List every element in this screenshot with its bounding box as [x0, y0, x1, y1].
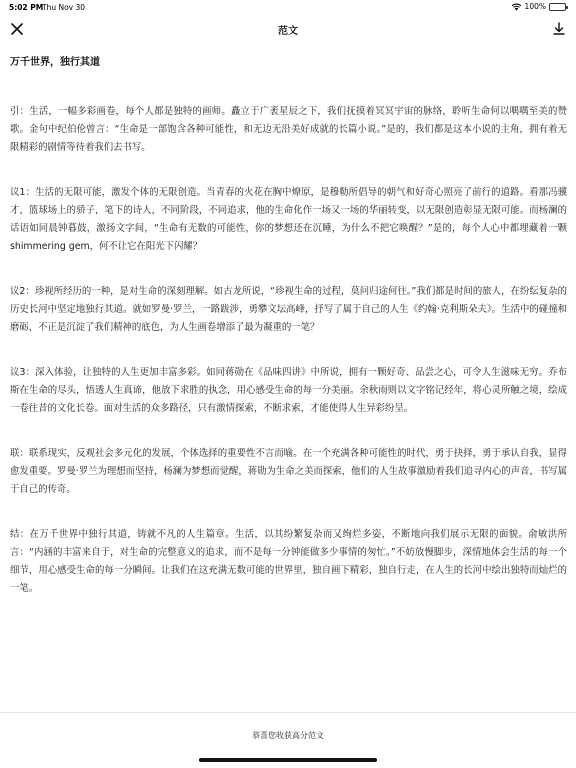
page-title: 范文	[278, 26, 298, 37]
download-icon	[550, 20, 568, 38]
essay-paragraph-connection: 联：联系现实，反观社会多元化的发展，个体选择的重要性不言而喻。在一个充满各种可能性的时代，勇于抉择，勇于承认自我，显得愈发重要。罗曼·罗兰为理想而坚持，杨澜为梦想而觉醒，蒋勋为生命之美而探索，他们的人生故事激励着我们追寻内心的声音，书写属于自己的传奇。	[10, 448, 567, 495]
download-button[interactable]	[550, 20, 568, 38]
essay-paragraph-conclusion: 结：在万千世界中独行其道，铸就不凡的人生篇章。生活，以其纷繁复杂而又绚烂多姿，不断地向我们展示无限的面貌。俞敏洪所言：“内涵的丰富来自于，对生命的完整意义的追求，而不是每一分钟能做多少事情的匆忙。”不妨放慢脚步，深情地体会生活的每一个细节，用心感受生命的每一分瞬间。让我们在这充满无数可能的世界里，独自画下精彩，独自行走，在人生的长河中绘出独特而灿烂的一笔。	[10, 529, 567, 594]
status-date: Thu Nov 30	[42, 3, 86, 12]
status-right	[511, 2, 566, 11]
essay-paragraph-argument-2: 议2：珍视所经历的一种，是对生命的深刻理解。如古龙所说，“珍视生命的过程，莫问归途何往。”我们都是时间的旅人，在纷纭复杂的历史长河中坚定地独行其道。就如罗曼·罗兰，一路跋涉，勇攀文坛高峰，抒写了属于自己的人生《约翰·克利斯朵夫》。生活中的碰撞和磨砺，不正是沉淀了我们精神的底色，为人生画卷增添了最为凝重的一笔？	[10, 286, 567, 333]
essay-paragraph-argument-3: 议3：深入体验，让独特的人生更加丰富多彩。如同蒋勋在《品味四讲》中所说，拥有一颗好奇、品尝之心，可令人生滋味无穷。乔布斯在生命的尽头，悟透人生真谛，他放下求胜的执念，用心感受生命的每一分美丽。余秋雨则以文字铭记经年，将心灵所触之境，绘成一卷往昔的文化长卷。面对生活的众多路径，只有激情探索，不断求索，才能使得人生异彩纷呈。	[10, 367, 567, 414]
status-time: 5:02 PM	[9, 3, 44, 12]
battery-percent: 100%	[524, 2, 546, 11]
essay-paragraph-argument-1: 议1：生活的无限可能，激发个体的无限创造。当青春的火花在胸中燎原，是穆勒所倡导的朝气和好奇心照亮了前行的道路。看那冯骥才，篮球场上的骄子，笔下的诗人，不同阶段，不同追求，他的生命化作一场又一场的华丽转变，以无限创造彰显无限可能。而杨澜的话语如同晨钟暮鼓，激扬文字间，“生命有无数的可能性，你的梦想还在沉睡，为什么不把它唤醒？”是的，每个人心中都埋藏着一颗shimmering gem，何不让它在阳光下闪耀？	[10, 187, 567, 252]
footer-caption: 恭喜您收获高分范文	[252, 731, 324, 740]
nav-bar	[0, 14, 576, 44]
essay-title: 万千世界，独行其道	[10, 57, 100, 68]
home-indicator[interactable]	[199, 758, 377, 762]
battery-icon	[549, 3, 566, 11]
wifi-icon	[511, 3, 522, 11]
essay-content	[10, 56, 567, 625]
status-bar	[0, 0, 576, 14]
essay-paragraph-intro: 引：生活，一幅多彩画卷，每个人都是独特的画师。矗立于广袤星辰之下，我们抚摸着冥冥宇宙的脉络，聆听生命何以喁喁至美的赞歌。金句中纪伯伦曾言：“生命是一部饱含各种可能性，和无边无沿美好成就的长篇小说。”是的，我们都是这本小说的主角，拥有着无限精彩的剧情等待着我们去书写。	[10, 106, 567, 153]
